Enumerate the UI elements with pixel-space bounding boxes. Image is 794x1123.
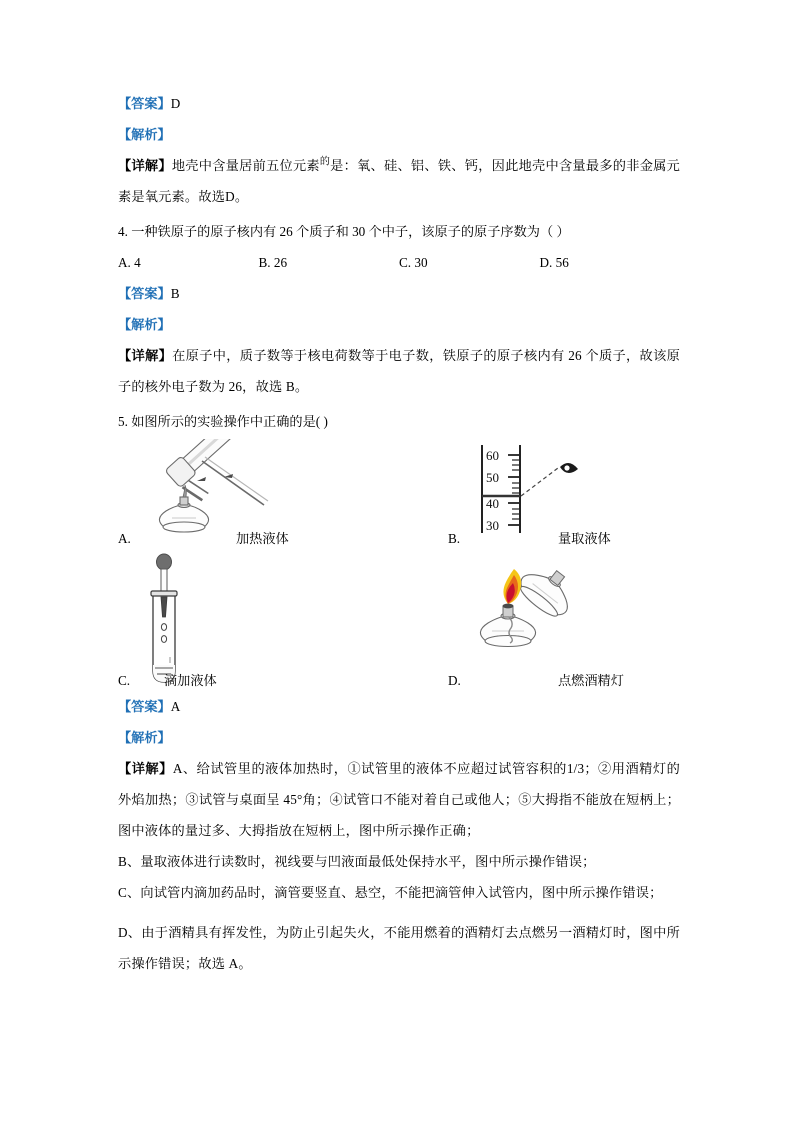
q4-option-b-text: 26 [273, 255, 288, 270]
answer-marker: 【答案】 [118, 699, 171, 714]
q5-option-b-key: B. [448, 531, 461, 546]
q5-option-d-caption: 点燃酒精灯 [558, 673, 624, 688]
q3-answer-line [118, 88, 680, 119]
q4-options-row [118, 247, 680, 278]
q4-analysis-line [118, 309, 680, 340]
svg-text:60: 60 [486, 448, 499, 463]
lighting-alcohol-lamp-icon [476, 559, 596, 664]
q5-number: 5. [118, 414, 128, 429]
q4-option-c-text: 30 [414, 255, 428, 270]
svg-text:50: 50 [486, 470, 499, 485]
q5-option-b-caption: 量取液体 [558, 531, 611, 546]
answer-marker: 【答案】 [118, 96, 171, 111]
q5-option-b-cell[interactable] [448, 437, 680, 549]
q4-option-a[interactable] [118, 247, 259, 278]
graduated-cylinder-icon [474, 441, 584, 542]
analysis-marker: 【解析】 [118, 127, 171, 142]
q4-detail-paragraph [118, 340, 680, 402]
q5-option-c-cell[interactable] [118, 549, 448, 691]
q5-figure-row-2 [118, 549, 680, 691]
q4-option-d[interactable] [540, 247, 681, 278]
detail-marker: 【详解】 [118, 348, 173, 363]
q5-option-c-caption: 滴加液体 [164, 673, 217, 688]
q4-number: 4. [118, 224, 128, 239]
analysis-marker: 【解析】 [118, 317, 171, 332]
q4-detail-text: 在原子中，质子数等于核电荷数等于电子数，铁原子的原子核内有 26 个质子，故该原子的核外电子数为 26，故选 B。 [118, 348, 680, 394]
svg-text:40: 40 [486, 496, 499, 511]
detail-marker: 【详解】 [118, 761, 173, 776]
q5-option-a-cell[interactable] [118, 437, 448, 549]
q5-answer-line [118, 691, 680, 722]
q4-option-a-text: 4 [134, 255, 141, 270]
q5-option-c-key: C. [118, 673, 131, 688]
q4-option-d-text: 56 [555, 255, 569, 270]
q3-detail-text-b: 是：氧、硅、铝、铁、钙，因此地壳中含量最多的非金属元素是氧元素。故选D。 [118, 158, 681, 204]
page-content [118, 88, 680, 979]
q4-option-c[interactable] [399, 247, 540, 278]
eye-icon [560, 463, 578, 473]
q5-analysis-line [118, 722, 680, 753]
q5-detail-a-text: A、给试管里的液体加热时，①试管里的液体不应超过试管容积的1/3；②用酒精灯的外焰加热；③试管与桌面呈 45°角；④试管口不能对着自己或他人；⑤大拇指不能放在短柄上；图中液体的量过多、大拇指放在短柄上，图中所示操作正确； [118, 761, 680, 838]
q5-detail-paragraph-d: D、由于酒精具有挥发性，为防止引起失火，不能用燃着的酒精灯去点燃另一酒精灯时，图中所示操作错误；故选 A。 [118, 925, 680, 971]
q5-detail-paragraph-a [118, 753, 680, 846]
q3-answer-value: D [170, 96, 181, 111]
dropper-in-test-tube-icon [142, 553, 198, 688]
q5-figure-grid [118, 437, 680, 691]
q5-answer-value: A [170, 699, 181, 714]
q5-option-d-key: D. [448, 673, 461, 688]
q4-option-c-key: C. [399, 255, 412, 270]
q4-stem-text: 一种铁原子的原子核内有 26 个质子和 30 个中子，该原子的原子序数为（ ） [131, 224, 570, 239]
q3-analysis-line [118, 119, 680, 150]
q5-detail-paragraph-b: B、量取液体进行读数时，视线要与凹液面最低处保持水平，图中所示操作错误； [118, 854, 596, 869]
q4-answer-line [118, 278, 680, 309]
detail-marker: 【详解】 [118, 158, 172, 173]
svg-text:30: 30 [486, 518, 499, 533]
q5-stem-text: 如图所示的实验操作中正确的是( ) [131, 414, 328, 429]
q3-detail-text-a: 地壳中含量居前五位元素 [171, 158, 320, 173]
q5-option-a-caption: 加热液体 [236, 531, 289, 546]
q4-option-d-key: D. [539, 255, 553, 270]
q4-option-b-key: B. [258, 255, 271, 270]
q3-detail-superscript: 的 [319, 156, 331, 168]
q4-option-b[interactable] [259, 247, 400, 278]
flame-icon [503, 569, 521, 604]
q5-stem [118, 406, 680, 437]
q4-answer-value: B [170, 286, 180, 301]
q4-stem [118, 216, 680, 247]
q5-option-d-cell[interactable] [448, 549, 680, 691]
answer-marker: 【答案】 [118, 286, 171, 301]
q3-detail-paragraph [118, 150, 680, 212]
q5-figure-row-1 [118, 437, 680, 549]
q5-option-a-key: A. [118, 531, 131, 546]
q4-option-a-key: A. [118, 255, 131, 270]
q5-detail-paragraph-c: C、向试管内滴加药品时，滴管要竖直、悬空，不能把滴管伸入试管内，图中所示操作错误； [118, 885, 663, 900]
analysis-marker: 【解析】 [118, 730, 171, 745]
